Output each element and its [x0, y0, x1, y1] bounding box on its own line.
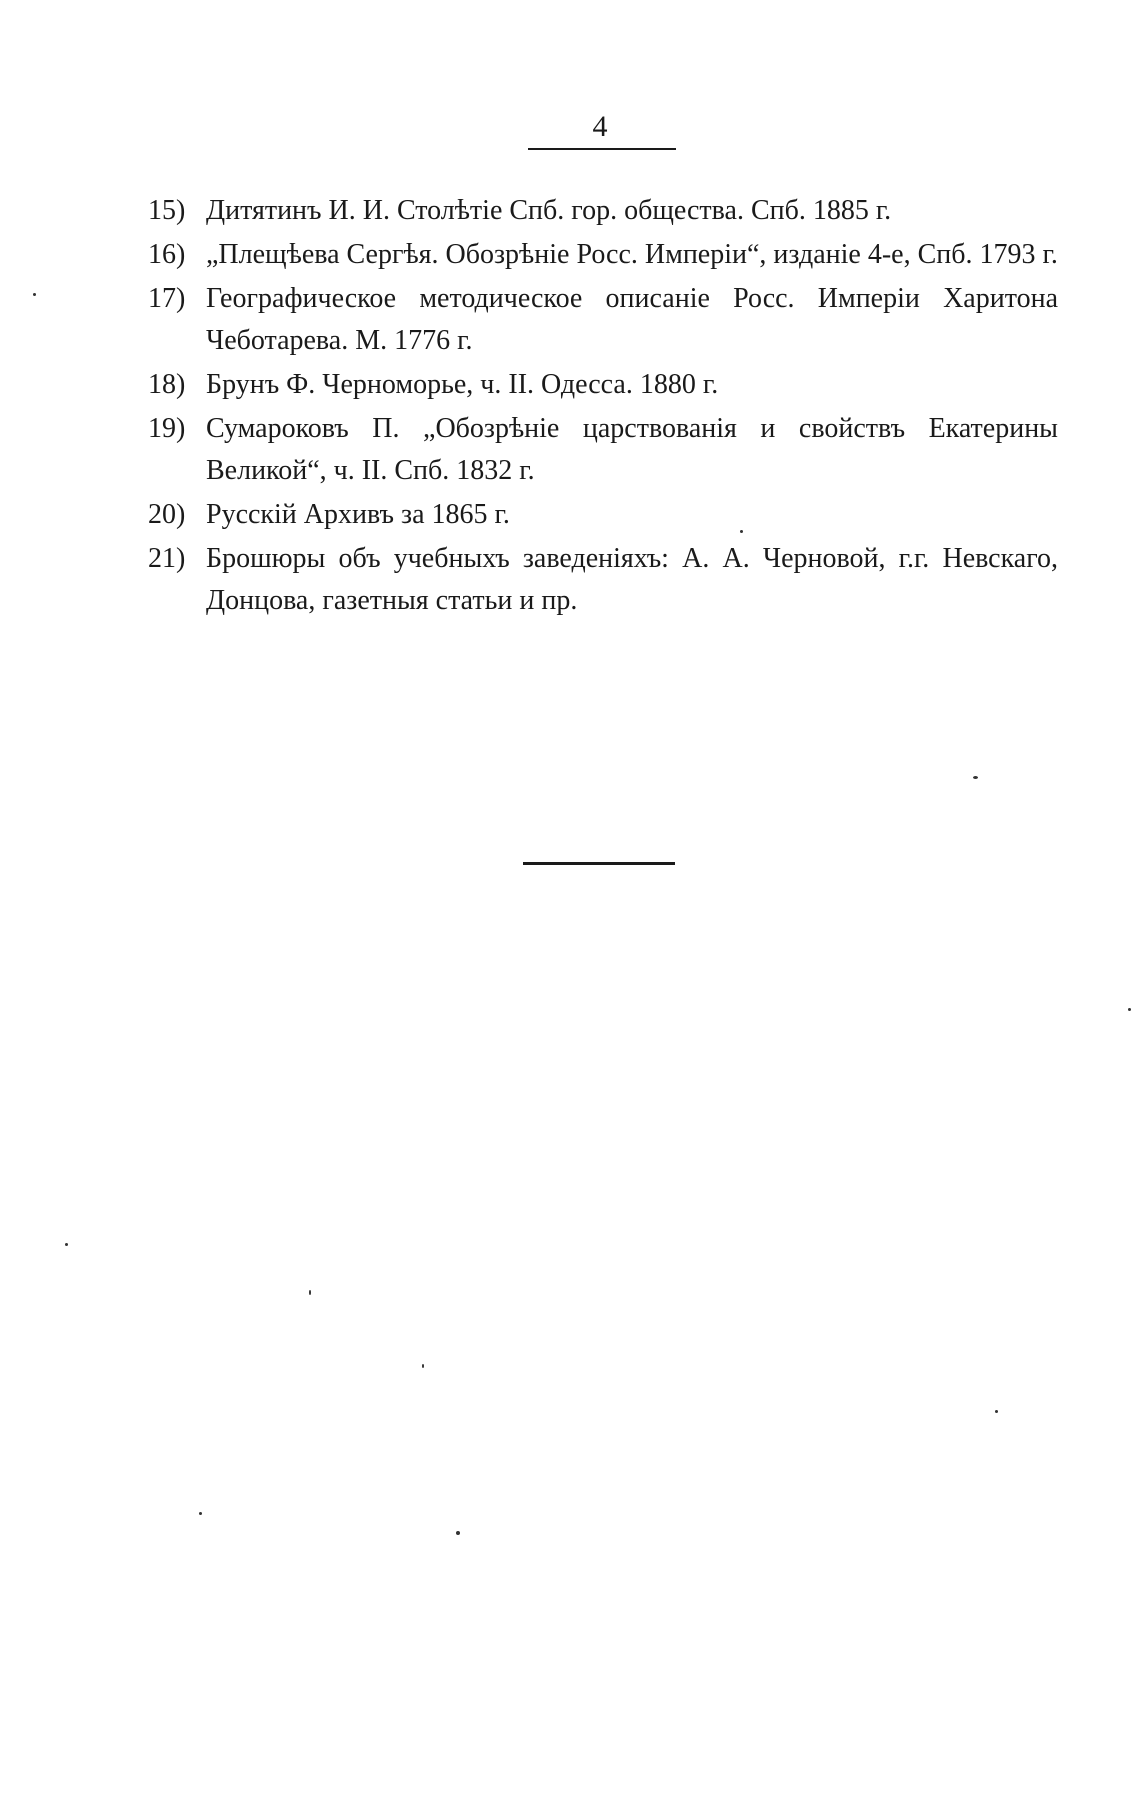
header-rule: [528, 148, 676, 150]
item-number: 15): [148, 195, 186, 226]
scan-speck: [973, 776, 978, 779]
scan-speck: [995, 1410, 998, 1413]
item-number: 16): [148, 239, 186, 270]
bibliography-item: [148, 278, 1058, 362]
item-text: Брунъ Ф. Черноморье, ч. II. Одесса. 1880 г.: [206, 369, 719, 400]
item-text: Русскій Архивъ за 1865 г.: [206, 499, 510, 530]
item-number: 20): [148, 499, 186, 530]
scan-speck: [740, 530, 743, 533]
item-number: 21): [148, 543, 186, 574]
page-number: 4: [592, 110, 608, 143]
bibliography-item: [148, 190, 1058, 232]
item-number: 19): [148, 413, 186, 444]
bibliography-list: [148, 190, 1058, 624]
item-number: 17): [148, 283, 186, 314]
scan-speck: [422, 1364, 424, 1368]
bibliography-item: [148, 364, 1058, 406]
item-text: „Плещѣева Сергѣя. Обозрѣніе Росс. Имперіи“, изданіе 4-е, Спб. 1793 г.: [206, 239, 1058, 270]
item-text: Брошюры объ учебныхъ заведеніяхъ: А. А. Черновой, г.г. Невскаго, Донцова, газетныя статьи и пр.: [206, 543, 1058, 616]
bibliography-item: [148, 494, 1058, 536]
scan-speck: [1128, 1008, 1131, 1011]
item-text: Сумароковъ П. „Обозрѣніе царствованія и свойствъ Екатерины Великой“, ч. II. Спб. 1832 г.: [206, 413, 1058, 486]
scan-speck: [199, 1512, 202, 1515]
item-text: Дитятинъ И. И. Столѣтіе Спб. гор. общества. Спб. 1885 г.: [206, 195, 892, 226]
scan-speck: [309, 1290, 311, 1295]
bibliography-item: [148, 538, 1058, 622]
scan-speck: [65, 1243, 68, 1246]
scan-speck: [33, 293, 36, 296]
bibliography-item: [148, 234, 1058, 276]
scan-speck: [456, 1531, 460, 1535]
bibliography-item: [148, 408, 1058, 492]
end-rule: [523, 862, 675, 865]
item-text: Географическое методическое описаніе Росс. Имперіи Харитона Чеботарева. М. 1776 г.: [206, 283, 1058, 356]
item-number: 18): [148, 369, 186, 400]
